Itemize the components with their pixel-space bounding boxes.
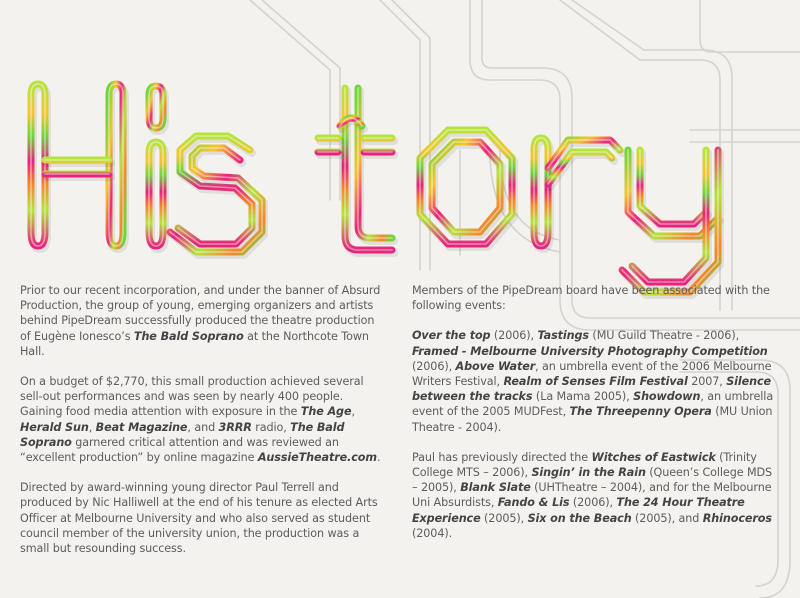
text-run: (Queen’s College MDS – 2005), bbox=[412, 466, 773, 495]
emphasized-title: Showdown bbox=[633, 390, 701, 404]
emphasized-title: Six on the Beach bbox=[527, 511, 632, 525]
text-run: (2006), bbox=[412, 359, 456, 373]
tube-segment bbox=[149, 142, 163, 246]
emphasized-title: Above Water bbox=[455, 359, 536, 373]
emphasized-title: Beat Magazine bbox=[95, 420, 188, 434]
events-paragraph bbox=[412, 328, 774, 434]
directed-works-paragraph bbox=[412, 450, 774, 541]
history-left-column bbox=[20, 283, 382, 571]
letter-o bbox=[420, 130, 514, 247]
text-run: (2006), bbox=[569, 496, 617, 510]
text-run: at the Northcote Town Hall. bbox=[20, 329, 369, 358]
emphasized-title: Fando & Lis bbox=[497, 496, 570, 510]
emphasized-title: Herald Sun bbox=[20, 420, 89, 434]
emphasized-title: Tastings bbox=[537, 329, 589, 343]
text-run: (2006), bbox=[490, 329, 538, 343]
emphasized-title: Singin’ in the Rain bbox=[531, 466, 646, 480]
text-run: (UHTheatre – 2004), and for the Melbourne Uni Absurdists, bbox=[412, 481, 772, 510]
text-run: radio, bbox=[251, 420, 291, 434]
budget-paragraph bbox=[20, 374, 382, 465]
emphasized-title: Framed - Melbourne University Photography Competition bbox=[412, 344, 768, 358]
emphasized-title: The Bald Soprano bbox=[20, 420, 345, 449]
tube-highlight bbox=[345, 88, 392, 250]
text-run: (MU Union Theatre - 2004). bbox=[412, 405, 773, 434]
tube-shadow bbox=[360, 91, 394, 241]
text-run: On a budget of $2,770, this small production achieved several sell-out performances and was seen by nearly 400 people. Gaining food media attention with exposure in the bbox=[20, 375, 364, 419]
text-run: , an umbrella event of the 2006 Melbourne Writers Festival, bbox=[412, 359, 772, 389]
text-run: (2005), bbox=[480, 511, 528, 525]
text-run: Prior to our recent incorporation, and under the banner of Absurd Production, the group of young, emerging organizers and artists behind PipeDream successfully produced the theatre production of Eugène Ionesco’s bbox=[20, 284, 381, 343]
letter-h bbox=[31, 84, 125, 249]
emphasized-title: Silence between the tracks bbox=[412, 375, 772, 404]
text-run: , bbox=[351, 405, 355, 419]
tube-segment bbox=[345, 88, 392, 250]
letter-s bbox=[170, 136, 264, 255]
emphasized-title: The Age bbox=[300, 405, 352, 419]
letter-i bbox=[149, 86, 165, 249]
text-run: , and bbox=[187, 420, 219, 434]
tube-segment bbox=[534, 138, 548, 246]
emphasized-title: Over the top bbox=[412, 329, 491, 343]
history-right-column bbox=[412, 283, 774, 556]
emphasized-title: Witches of Eastwick bbox=[591, 450, 716, 464]
text-run: (2005), and bbox=[631, 511, 703, 525]
tube-segment bbox=[31, 84, 45, 246]
text-run: (MU Guild Theatre - 2006), bbox=[588, 329, 740, 343]
text-run: (La Mama 2005), bbox=[532, 390, 634, 404]
text-run: Members of the PipeDream board have been associated with the following events: bbox=[412, 284, 770, 313]
text-run: garnered critical attention and was reviewed an “excellent production” by online magazine bbox=[20, 435, 339, 465]
director-paragraph bbox=[20, 480, 382, 556]
letter-t bbox=[318, 88, 394, 253]
text-run: (Trinity College MTS – 2006), bbox=[412, 450, 757, 480]
emphasized-title: AussieTheatre.com bbox=[257, 451, 377, 465]
text-run: , bbox=[88, 420, 96, 434]
letter-y bbox=[622, 150, 720, 295]
text-run: 2007, bbox=[687, 375, 727, 389]
board-intro-paragraph bbox=[412, 283, 774, 313]
emphasized-title: Realm of Senses Film Festival bbox=[503, 375, 688, 389]
tube-segment bbox=[640, 150, 706, 224]
letter-r bbox=[534, 138, 622, 249]
emphasized-title: Blank Slate bbox=[460, 481, 531, 495]
text-run: , an umbrella event of the 2005 MUDFest, bbox=[412, 390, 774, 419]
emphasized-title: 3RRR bbox=[218, 420, 252, 434]
text-run: . bbox=[376, 451, 381, 465]
text-run: Directed by award-winning young director Paul Terrell and produced by Nic Halliwell at the end of his tenure as elected Arts Officer at Melbourne University and who also served as student council member of the university union, the production was a small but resounding success. bbox=[20, 481, 378, 556]
emphasized-title: The Bald Soprano bbox=[133, 329, 244, 343]
emphasized-title: The 24 Hour Theatre Experience bbox=[412, 496, 745, 525]
emphasized-title: Rhinoceros bbox=[702, 511, 772, 525]
intro-paragraph bbox=[20, 283, 382, 359]
emphasized-title: The Threepenny Opera bbox=[569, 405, 712, 419]
text-run: Paul has previously directed the bbox=[412, 450, 592, 464]
text-run: (2004). bbox=[412, 526, 453, 540]
